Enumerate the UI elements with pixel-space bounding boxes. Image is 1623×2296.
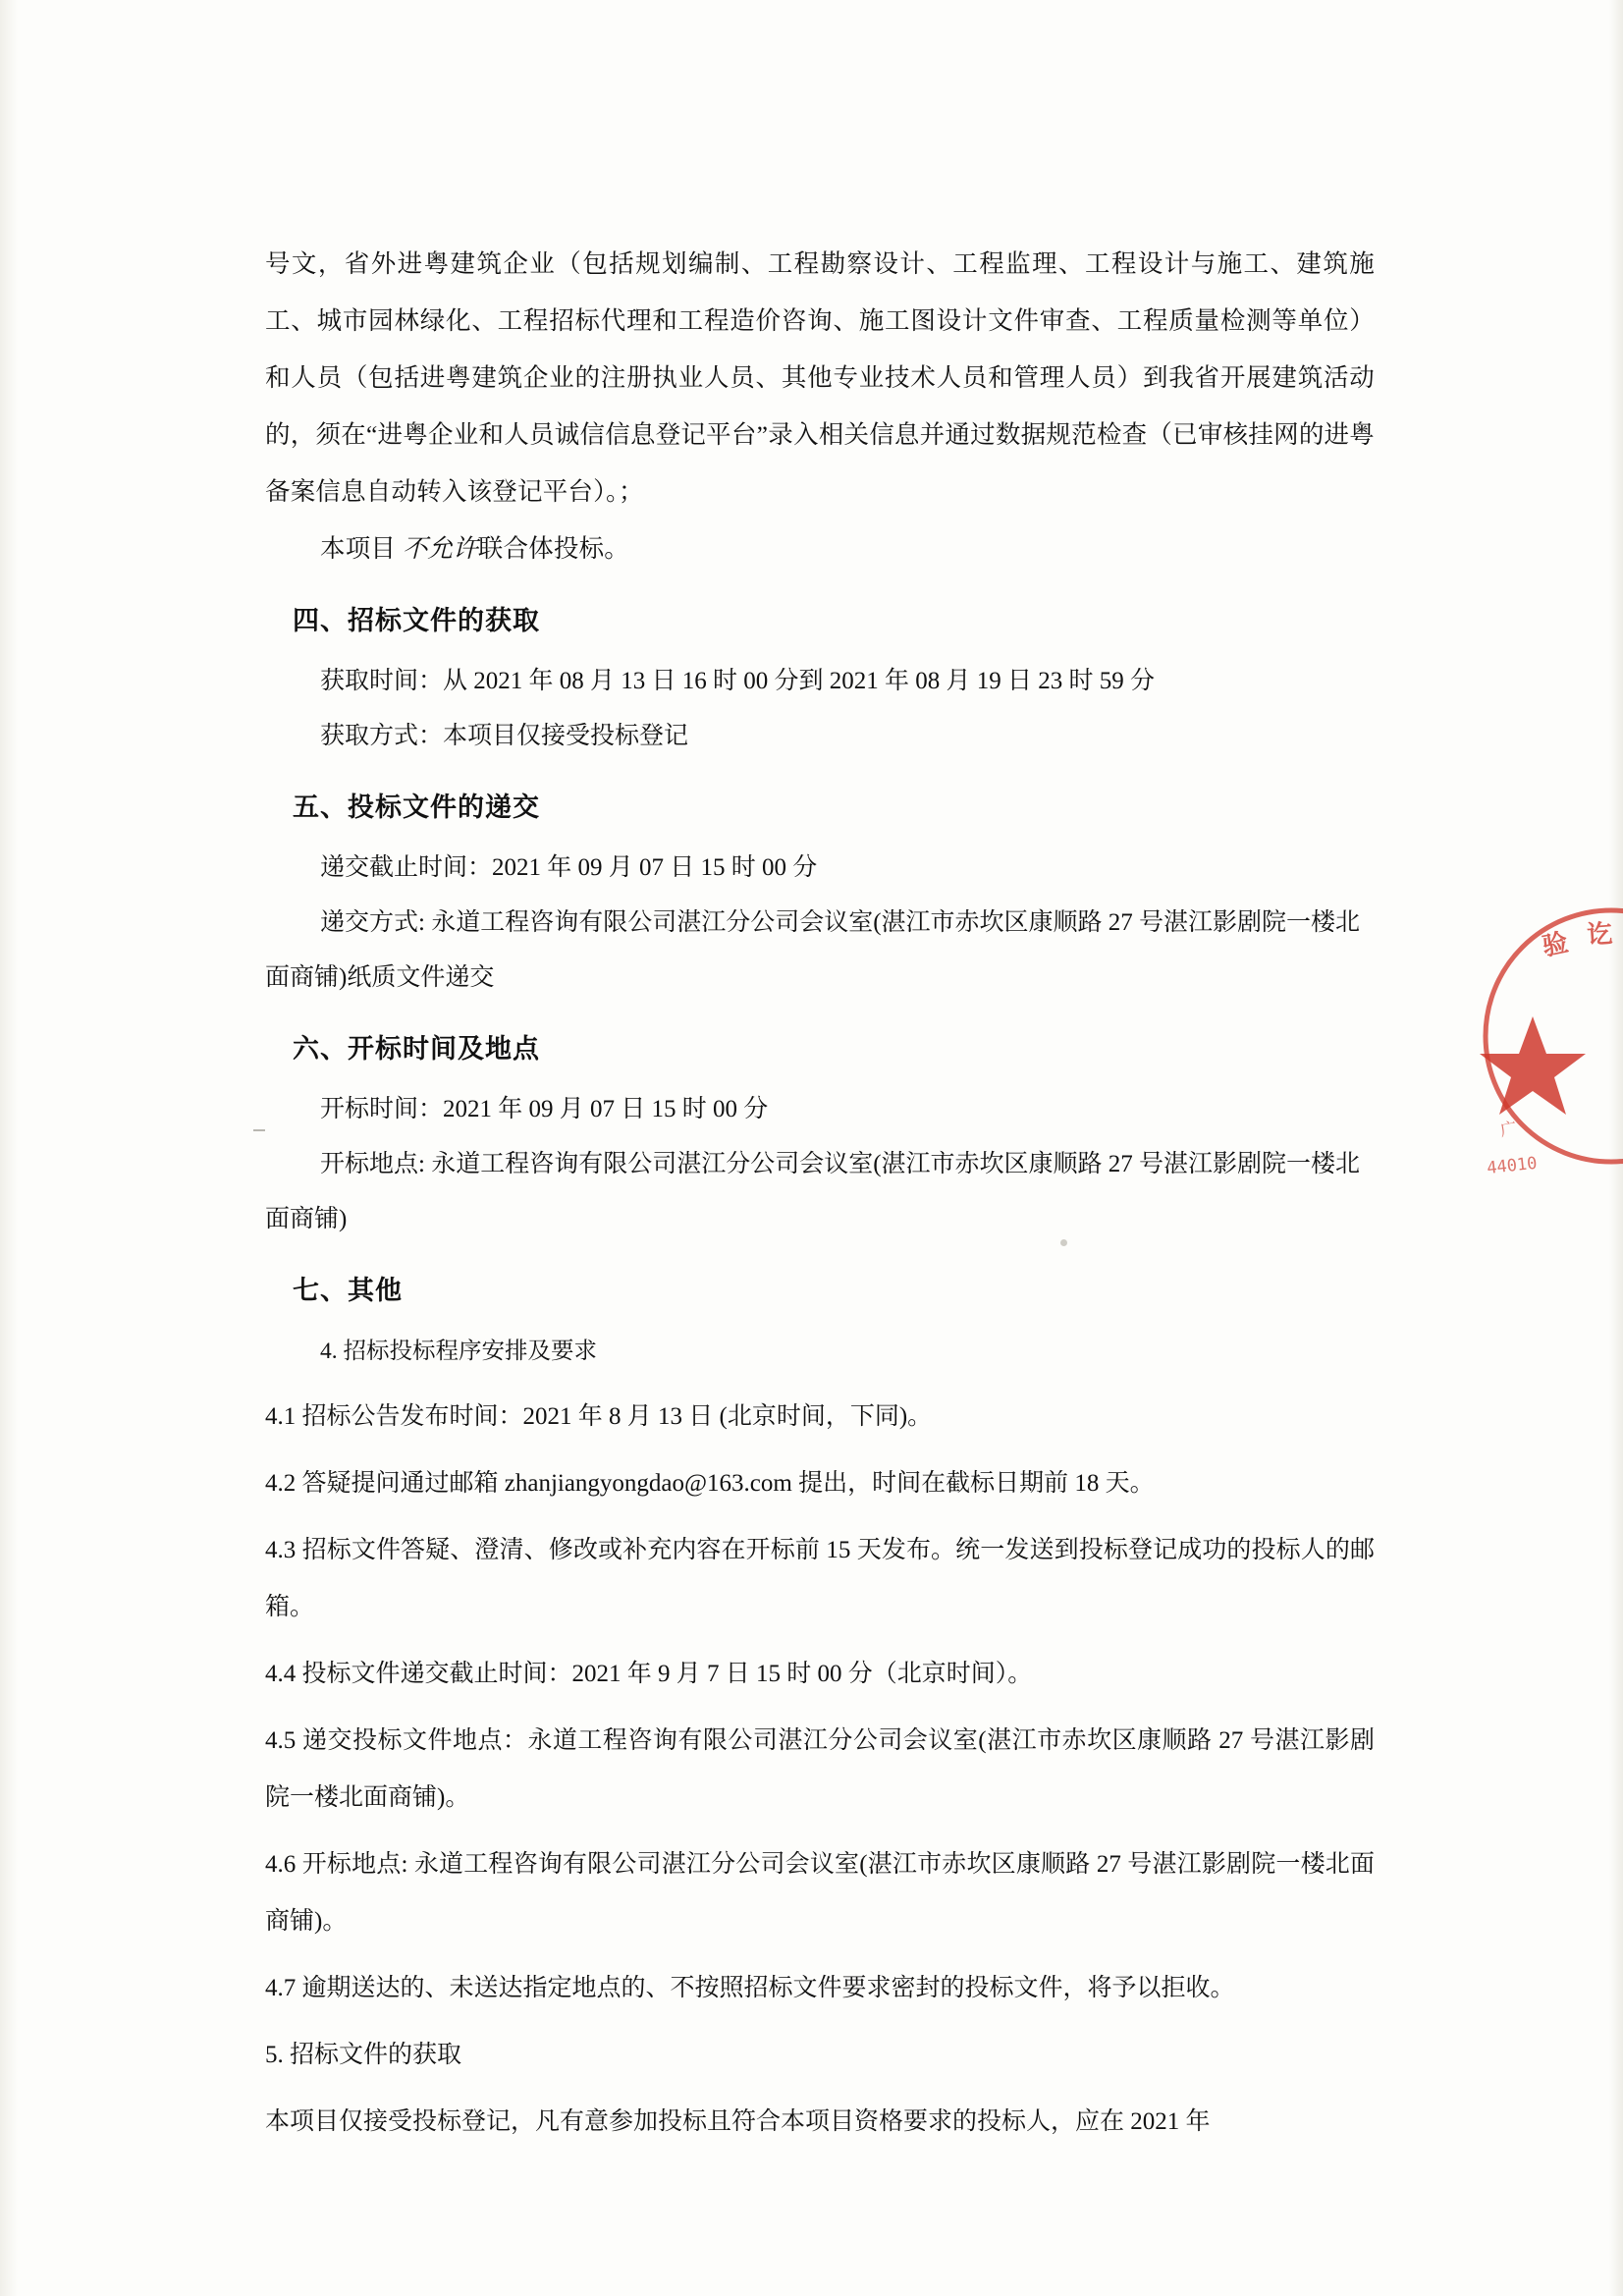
spacer [265,1703,1375,1713]
clause-4-3: 4.3 招标文件答疑、澄清、修改或补充内容在开标前 15 天发布。统一发送到投标登记成功的投标人的邮箱。 [265,1537,1375,1620]
paragraph-joint-bid [265,520,1375,577]
spacer [265,1379,1375,1389]
svg-text:广: 广 [1498,1119,1519,1141]
section-5-line-1: 递交截止时间：2021 年 09 月 07 日 15 时 00 分 [320,854,818,881]
red-official-seal [1464,879,1623,1203]
clause-4-6: 4.6 开标地点: 永道工程咨询有限公司湛江分公司会议室(湛江市赤坎区康顺路 27 号湛江影剧院一楼北面商铺)。 [265,1851,1375,1935]
margin-tick [253,1129,265,1131]
paragraph-continuation: 号文，省外进粤建筑企业（包括规划编制、工程勘察设计、工程监理、工程设计与施工、建筑施工、城市园林绿化、工程招标代理和工程造价咨询、施工图设计文件审查、工程质量检测等单位）和人员（包括进粤建筑企业的注册执业人员、其他专业技术人员和管理人员）到我省开展建筑活动的，须在“进粤企业和人员诚信信息登记平台”录入相关信息并通过数据规范检查（已审核挂网的进粤备案信息自动转入该登记平台）。； [265,249,1375,506]
scan-edge-right [1609,0,1623,2296]
svg-text:讫: 讫 [1586,919,1614,951]
scan-edge-left [0,0,18,2296]
clause-4-5: 4.5 递交投标文件地点：永道工程咨询有限公司湛江分公司会议室(湛江市赤坎区康顺路 27 号湛江影剧院一楼北面商铺)。 [265,1727,1375,1811]
clause-4-1: 4.1 招标公告发布时间：2021 年 8 月 13 日 (北京时间，下同)。 [265,1403,933,1430]
section-6-line-1: 开标时间：2021 年 09 月 07 日 15 时 00 分 [320,1096,769,1122]
section-4-line-2: 获取方式：本项目仅接受投标登记 [320,723,689,749]
svg-text:验: 验 [1540,928,1571,962]
section-heading-5: 五、投标文件的递交 [293,793,540,823]
section-4-line-1: 获取时间：从 2021 年 08 月 13 日 16 时 00 分到 2021 年 08 月 19 日 23 时 59 分 [320,668,1156,694]
joint-bid-prefix: 本项目 [320,534,403,563]
joint-bid-emphasis: 不允许 [402,534,478,563]
section-5-line-2: 递交方式: 永道工程咨询有限公司湛江分公司会议室(湛江市赤坎区康顺路 27 号湛江影剧院一楼北面商铺)纸质文件递交 [265,909,1361,991]
spacer [265,2084,1375,2094]
document-body [265,236,1375,2151]
spacer [265,1512,1375,1522]
clause-4-4: 4.4 投标文件递交截止时间：2021 年 9 月 7 日 15 时 00 分（北京时间）。 [265,1661,1033,1687]
clause-5-heading: 5. 招标文件的获取 [265,2042,462,2068]
section-7-line-1: 4. 招标投标程序安排及要求 [320,1339,597,1364]
section-heading-6: 六、开标时间及地点 [293,1034,540,1065]
spacer [265,1446,1375,1455]
joint-bid-suffix: 联合体投标。 [477,534,629,563]
section-heading-4: 四、招标文件的获取 [293,606,540,636]
svg-text:44010: 44010 [1486,1153,1539,1178]
clause-5-body: 本项目仅接受投标登记，凡有意参加投标且符合本项目资格要求的投标人，应在 2021 年 [265,2108,1211,2135]
spacer [265,1636,1375,1646]
clause-4-2: 4.2 答疑提问通过邮箱 zhanjiangyongdao@163.com 提出，时间在截标日期前 18 天。 [265,1470,1155,1497]
spacer [265,2017,1375,2027]
clause-4-7: 4.7 逾期送达的、未送达指定地点的、不按照招标文件要求密封的投标文件，将予以拒收。 [265,1975,1235,2001]
section-heading-7: 七、其他 [293,1276,403,1306]
section-6-line-2: 开标地点: 永道工程咨询有限公司湛江分公司会议室(湛江市赤坎区康顺路 27 号湛江影剧院一楼北面商铺) [265,1151,1361,1232]
spacer [265,1827,1375,1836]
spacer [265,1950,1375,1960]
